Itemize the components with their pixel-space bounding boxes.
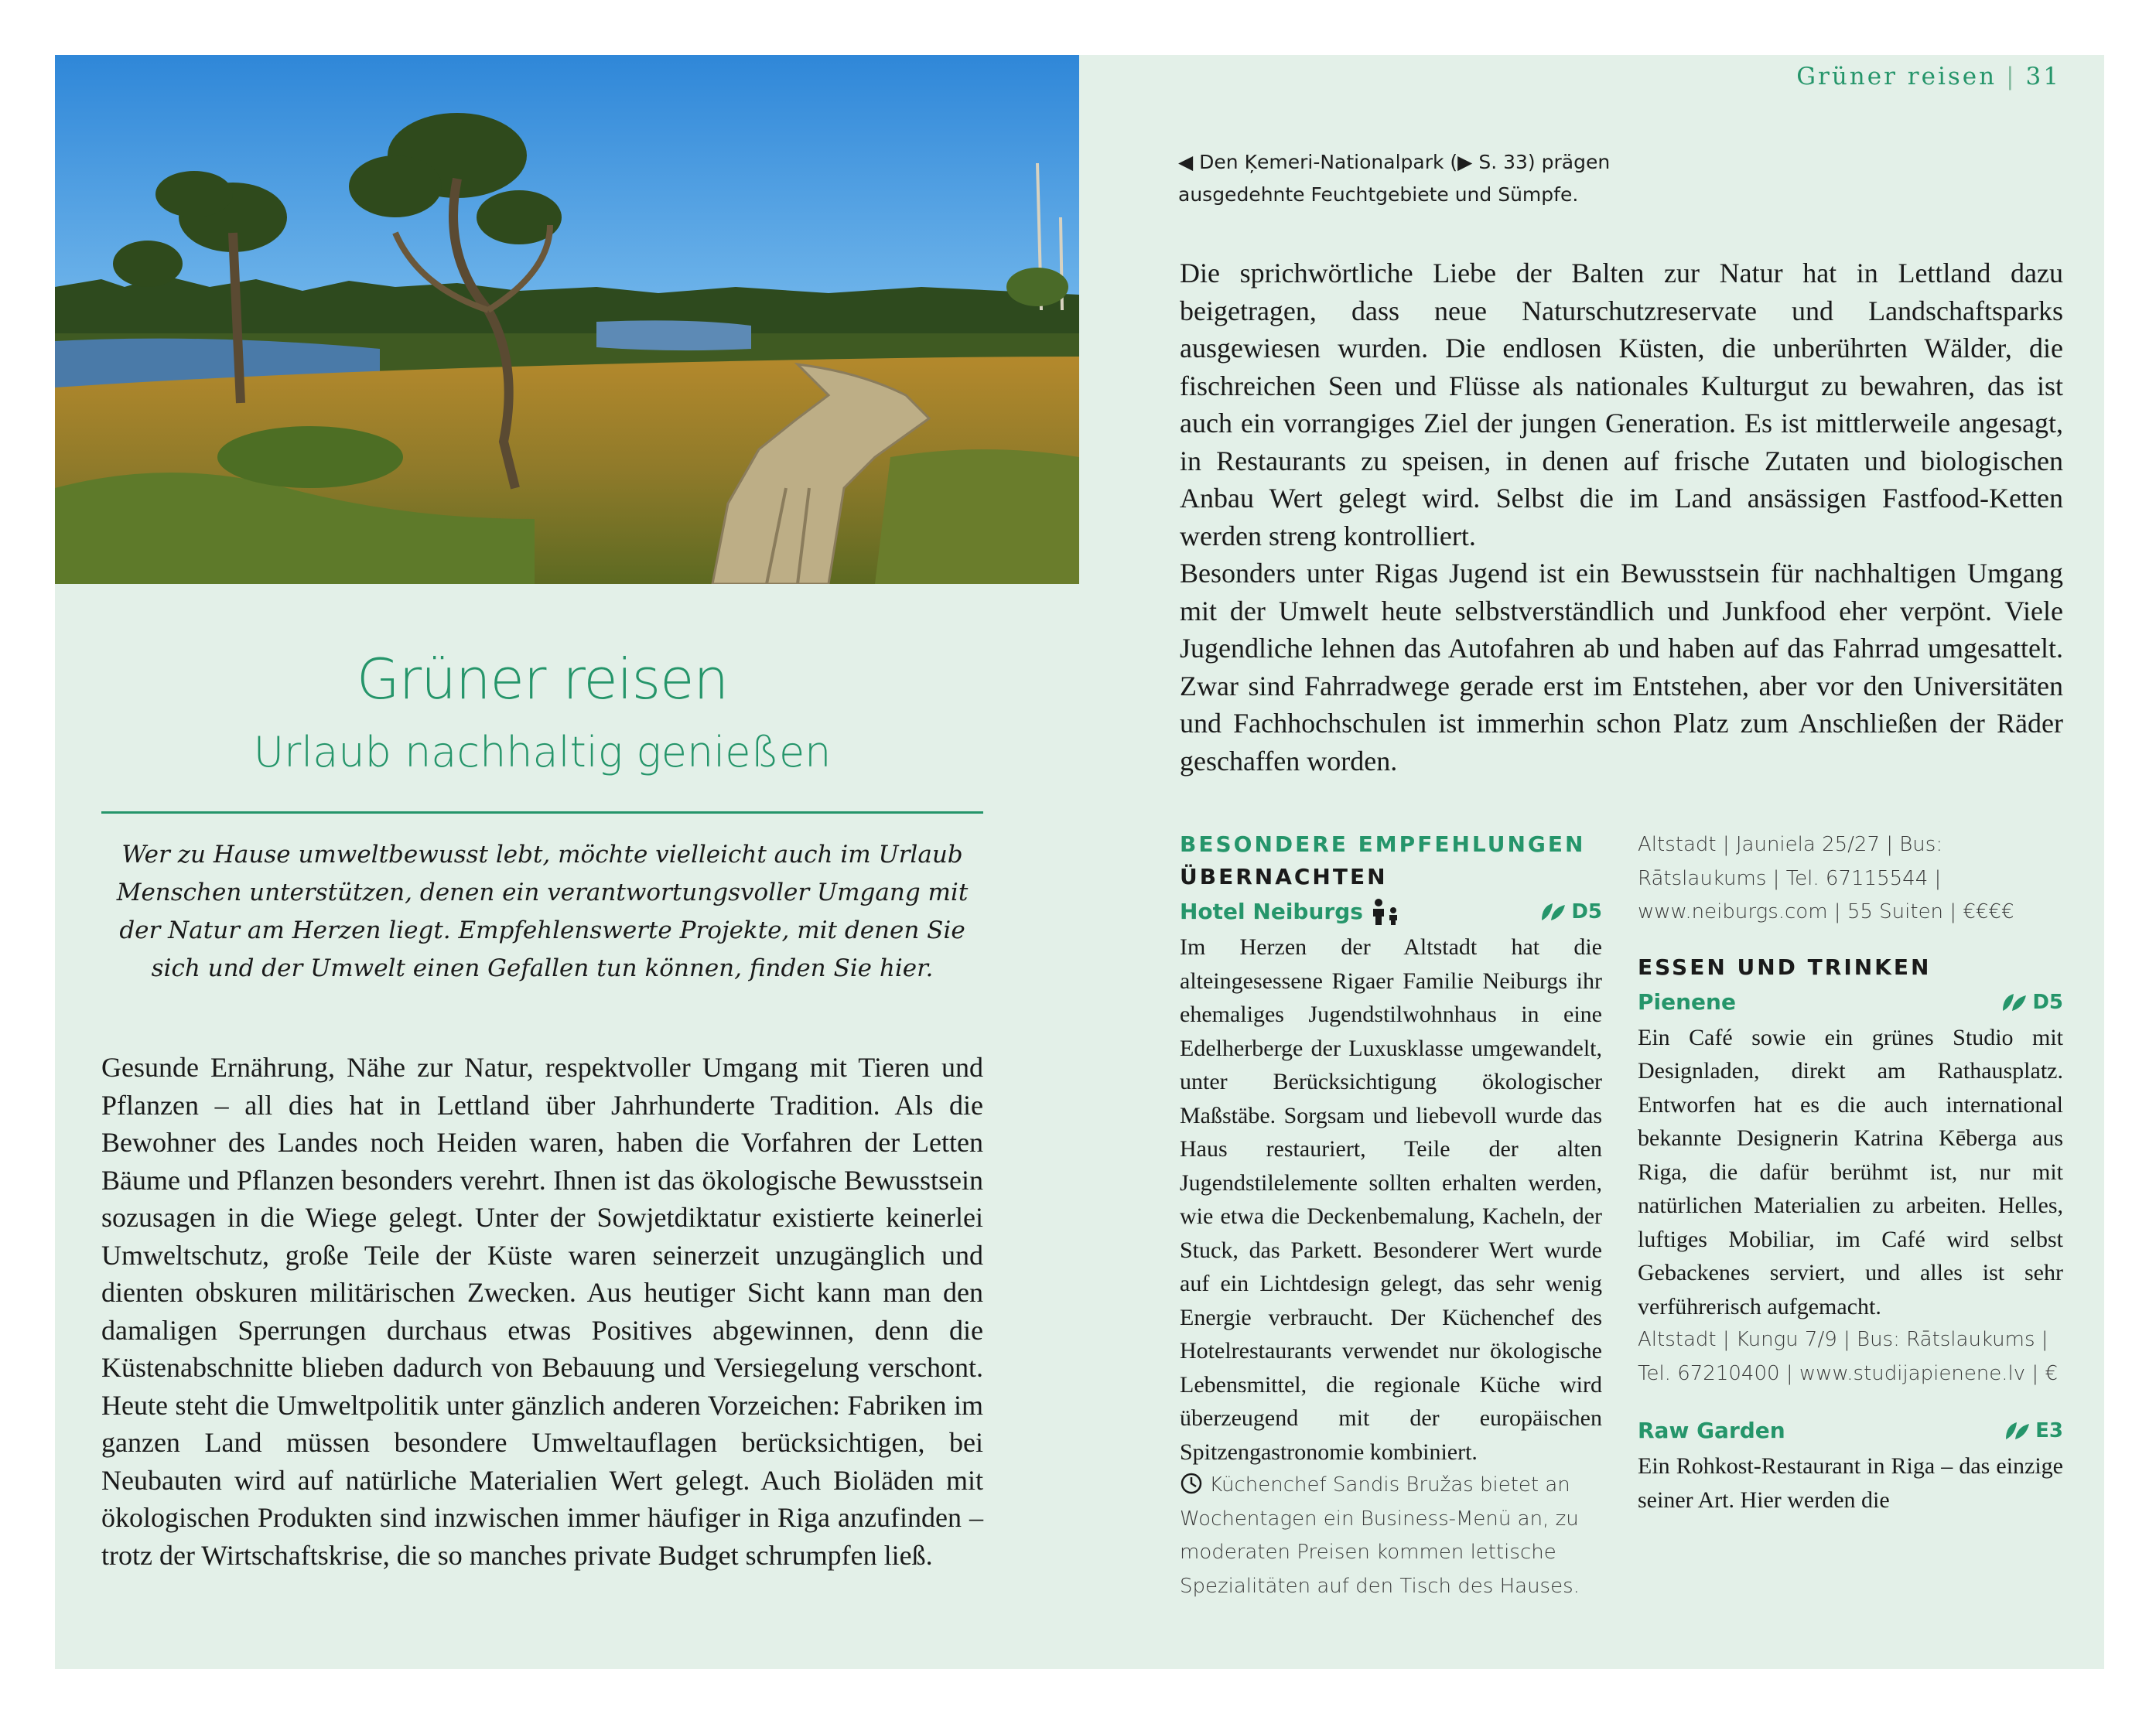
bog-landscape-boardwalk-photo xyxy=(55,55,1079,584)
body-paragraph: Besonders unter Rigas Jugend ist ein Bewusstsein für nachhaltigen Umgang mit der Umwelt heute selbstverständlich und Junkfood eher verpönt. Viele Jugendliche lehnen das Autofahren ab und haben auf das Fahrrad umgesattelt. Zwar sind Fahrradwege gerade erst im Entstehen, aber vor den Universitäten und Fachhochschulen ist immerhin schon Platz zum Anschließen der Räder geschaffen worden. xyxy=(1180,558,2063,777)
entry-name: Pienene xyxy=(1638,988,1736,1015)
pienene-description: Ein Café sowie ein grünes Studio mit Designladen, direkt am Rathausplatz. Entworfen hat es die auch international bekannte Designerin Katrina Kēberga aus Riga, die dafür berühmt ist, nur mit natürlichen Materialien zu arbeiten. Helles, luftiges Mobiliar, im Café wird selbst Gebackenes serviert, und alles ist sehr verführerisch aufgemacht. xyxy=(1638,1024,2063,1319)
photo-caption xyxy=(1178,146,1658,211)
photo-caption-line-2: ausgedehnte Feuchtgebiete und Sümpfe. xyxy=(1178,183,1579,206)
map-grid-reference xyxy=(2001,984,2063,1021)
entry-heading-hotel-neiburgs xyxy=(1180,893,1602,930)
intro-paragraph: Wer zu Hause umweltbewusst lebt, möchte vielleicht auch im Urlaub Menschen unterstützen, denen ein verantwortungsvoller Umgang mit der Natur am Herzen liegt. Empfehlenswerte Projekte, mit denen Sie sich und der Umwelt einen Gefallen tun können, finden Sie hier. xyxy=(116,841,969,982)
map-grid-reference xyxy=(2004,1412,2063,1449)
eating-heading: ESSEN UND TRINKEN xyxy=(1638,954,1932,980)
photo-caption-line-1: ◀ Den Ķemeri-Nationalpark (▶ S. 33) prägen xyxy=(1178,151,1611,173)
title-divider xyxy=(101,811,983,814)
entry-heading-pienene xyxy=(1638,984,2063,1021)
map-grid-reference xyxy=(1540,893,1602,930)
pienene-info: Altstadt | Kungu 7/9 | Bus: Rātslaukums | Tel. 67210400 | www.studijapienene.lv | € xyxy=(1638,1328,2058,1385)
page-title: Grüner reisen xyxy=(356,647,729,712)
running-header-section: Grüner reisen xyxy=(1796,63,1997,90)
entry-name-text: Hotel Neiburgs xyxy=(1180,899,1363,924)
tip-text: Küchenchef Sandis Bružas bietet an Wochentagen ein Business-Menü an, zu moderaten Preisen kommen lettische Spezialitäten auf den Tisch des Hauses. xyxy=(1180,1473,1580,1598)
entry-name: Raw Garden xyxy=(1638,1418,1785,1443)
green-leaf-icon xyxy=(1540,902,1567,922)
overnight-heading: ÜBERNACHTEN xyxy=(1180,864,1388,889)
clock-icon xyxy=(1180,1472,1203,1495)
green-leaf-icon xyxy=(2004,1421,2031,1441)
body-text-left xyxy=(101,1049,983,1574)
hotel-neiburgs-description: Im Herzen der Altstadt hat die alteingesessene Rigaer Familie Neiburgs ihr ehemaliges Jugendstilwohnhaus in eine Edelherberge der Luxusklasse umgewandelt, unter Berücksichtigung ökologischer Maßstäbe. Sorgsam und liebevoll wurde das Haus restauriert, Teile der alten Jugendstilelemente sollten erhalten werden, wie etwa die Deckenbemalung, Kacheln, der Stuck, das Parkett. Besonderer Wert wurde auf ein Lichtdesign gelegt, das sehr wenig Energie verbraucht. Der Küchenchef des Hotelrestaurants verwendet nur ökologische Lebensmittel, die regionale Küche wird überzeugend mit der europäischen Spitzengastronomie kombiniert. xyxy=(1180,934,1602,1465)
bog-landscape-photo xyxy=(55,55,1079,584)
entry-name xyxy=(1180,893,1402,930)
running-header-separator: | xyxy=(2006,63,2017,90)
recommendations-column-2 xyxy=(1638,828,2063,1517)
page-subtitle: Urlaub nachhaltig genießen xyxy=(253,728,832,777)
green-leaf-icon xyxy=(2001,992,2028,1012)
raw-garden-description: Ein Rohkost-Restaurant in Riga – das einzige seiner Art. Hier werden die xyxy=(1638,1453,2063,1513)
entry-heading-raw-garden xyxy=(1638,1412,2063,1449)
grid-code: D5 xyxy=(1571,900,1602,923)
hotel-neiburgs-tip xyxy=(1180,1469,1602,1603)
grid-code: E3 xyxy=(2035,1419,2063,1442)
page-number: 31 xyxy=(2025,63,2061,90)
body-paragraph: Gesunde Ernährung, Nähe zur Natur, respektvoller Umgang mit Tieren und Pflanzen – all dies hat in Lettland über Jahrhunderte Tradition. Als die Bewohner des Landes noch Heiden waren, haben die Vorfahren der Letten Bäume und Pflanzen besonders verehrt. Ihnen ist das ökologische Bewusstsein sozusagen in die Wiege gelegt. Unter der Sowjetdiktatur existierte keinerlei Umweltschutz, große Teile der Küste waren seinerzeit unzugänglich und dienten obskuren militärischen Zwecken. Aus heutiger Sicht kann man den damaligen Sperrungen durchaus etwas Positives abgewinnen, denn die Küstenabschnitte blieben dadurch von Bebauung und Versiegelung verschont. Heute steht die Umweltpolitik unter gänzlich anderen Vorzeichen: Fabriken im ganzen Land müssen besondere Umweltauflagen berücksichtigen, bei Neubauten wird auf natürliche Materialien Wert gelegt. Auch Bioläden mit ökologischen Produkten sind inzwischen immer häufiger in Riga anzufinden – trotz der Wirtschaftskrise, die so manches private Budget schrumpfen ließ. xyxy=(101,1052,983,1571)
body-paragraph: Die sprichwörtliche Liebe der Balten zur Natur hat in Lettland dazu beigetragen, dass neue Naturschutzreservate und Landschaftsparks ausgewiesen wurden. Die endlosen Küsten, die unberührten Wälder, die fischreichen Seen und Flüsse als nationales Kulturgut zu bewahren, das ist auch ein vorrangiges Ziel der jungen Generation. Es ist mittlerweile angesagt, in Restaurants zu speisen, in denen auf frische Zutaten und biologischen Anbau Wert gelegt wird. Selbst die im Land ansässigen Fastfood-Ketten werden streng kontrolliert. xyxy=(1180,258,2063,551)
book-page xyxy=(55,55,2104,1669)
recommendations-heading: BESONDERE EMPFEHLUNGEN xyxy=(1180,831,1586,857)
recommendations-column-1 xyxy=(1180,828,1602,1603)
body-text-right xyxy=(1180,254,2063,780)
grid-code: D5 xyxy=(2032,990,2063,1014)
running-header xyxy=(1796,63,2061,90)
family-icon xyxy=(1369,898,1402,926)
hotel-neiburgs-info: Altstadt | Jauniela 25/27 | Bus: Rātslaukums | Tel. 67115544 | www.neiburgs.com | 55 Suiten | €€€€ xyxy=(1638,833,2014,923)
